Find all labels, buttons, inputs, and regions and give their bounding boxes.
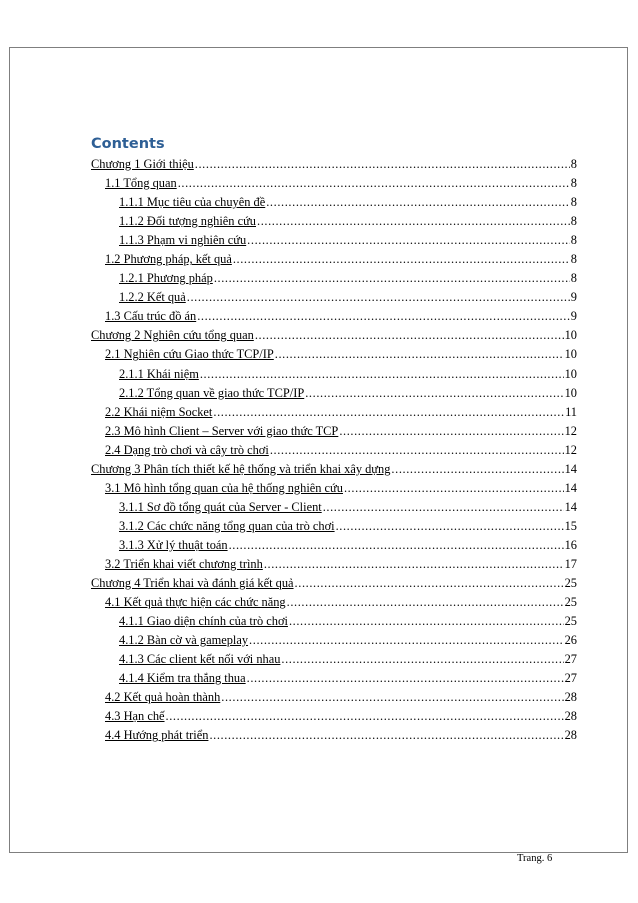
toc-dot-leader: [264, 555, 564, 574]
toc-entry-page: 16: [564, 537, 577, 552]
toc-dot-leader: [266, 193, 570, 212]
toc-entry-label: 2.1.2 Tổng quan về giao thức TCP/IP: [119, 385, 305, 400]
toc-entry-page: 10: [564, 385, 577, 400]
toc-dot-leader: [281, 650, 563, 669]
toc-entry[interactable]: [91, 384, 577, 403]
toc-entry[interactable]: [91, 460, 577, 479]
toc-dot-leader: [344, 479, 564, 498]
toc-dot-leader: [391, 460, 563, 479]
toc-entry[interactable]: [91, 441, 577, 460]
toc-entry[interactable]: [91, 631, 577, 650]
toc-entry-page: 8: [570, 271, 577, 286]
toc-entry-label: 1.1.2 Đối tượng nghiên cứu: [119, 214, 256, 229]
toc-entry-label: 4.1.1 Giao diện chính của trò chơi: [119, 614, 288, 629]
toc-entry-label: 3.1.2 Các chức năng tổng quan của trò chơi: [119, 518, 335, 533]
toc-entry-label: 2.2 Khái niệm Socket: [105, 404, 213, 419]
toc-dot-leader: [197, 307, 570, 326]
toc-entry-page: 25: [564, 576, 577, 591]
toc-entry[interactable]: [91, 269, 577, 288]
toc-entry-page: 27: [564, 652, 577, 667]
toc-entry-page: 9: [570, 309, 577, 324]
toc-entry[interactable]: [91, 669, 577, 688]
toc-entry-label: 1.1.3 Phạm vi nghiên cứu: [119, 233, 247, 248]
toc-entry[interactable]: [91, 193, 577, 212]
toc-entry[interactable]: [91, 593, 577, 612]
toc-dot-leader: [249, 631, 564, 650]
toc-dot-leader: [187, 288, 570, 307]
toc-entry-page: 28: [564, 690, 577, 705]
toc-dot-leader: [289, 612, 564, 631]
toc-entry-label: 3.1.1 Sơ đồ tổng quát của Server - Client: [119, 499, 322, 514]
toc-entry-label: 1.1 Tổng quan: [105, 176, 177, 191]
toc-entry[interactable]: [91, 365, 577, 384]
toc-entry-page: 8: [570, 252, 577, 267]
toc-entry-page: 12: [564, 442, 577, 457]
toc-entry-label: 4.4 Hướng phát triển: [105, 728, 209, 743]
toc-entry-page: 26: [564, 633, 577, 648]
toc-entry[interactable]: [91, 707, 577, 726]
toc-dot-leader: [214, 269, 570, 288]
toc-entry[interactable]: [91, 517, 577, 536]
toc-dot-leader: [200, 365, 564, 384]
toc-dot-leader: [213, 403, 564, 422]
toc-entry[interactable]: [91, 326, 577, 345]
toc-entry[interactable]: [91, 574, 577, 593]
toc-entry-page: 28: [564, 709, 577, 724]
toc-entry-label: 1.2.2 Kết quả: [119, 290, 186, 305]
toc-entry-page: 8: [570, 176, 577, 191]
toc-entry-page: 15: [564, 518, 577, 533]
toc-entry[interactable]: [91, 155, 577, 174]
toc-entry-label: Chương 3 Phân tích thiết kế hệ thống và triển khai xây dựng: [91, 461, 391, 476]
toc-entry-label: 1.1.1 Mục tiêu của chuyên đề: [119, 195, 266, 210]
toc-entry-label: 4.1.3 Các client kết nối với nhau: [119, 652, 281, 667]
toc-entry[interactable]: [91, 345, 577, 364]
toc-entry-page: 28: [564, 728, 577, 743]
toc-dot-leader: [270, 441, 564, 460]
toc-entry-page: 10: [564, 366, 577, 381]
toc-dot-leader: [275, 345, 564, 364]
toc-entry[interactable]: [91, 650, 577, 669]
toc-dot-leader: [255, 326, 564, 345]
toc-entry-label: 2.1.1 Khái niệm: [119, 366, 199, 381]
toc-entry[interactable]: [91, 174, 577, 193]
toc-entry-label: 4.1.2 Bàn cờ và gameplay: [119, 633, 249, 648]
toc-entry[interactable]: [91, 403, 577, 422]
toc-entry-label: 2.1 Nghiên cứu Giao thức TCP/IP: [105, 347, 274, 362]
toc-entry-label: 1.2 Phương pháp, kết quả: [105, 252, 232, 267]
toc-dot-leader: [323, 498, 564, 517]
toc-entry-label: Chương 4 Triển khai và đánh giá kết quả: [91, 576, 294, 591]
toc-dot-leader: [287, 593, 564, 612]
toc-entry-page: 14: [564, 461, 577, 476]
table-of-contents: [91, 155, 577, 745]
toc-dot-leader: [233, 250, 570, 269]
toc-dot-leader: [305, 384, 563, 403]
toc-entry[interactable]: [91, 688, 577, 707]
toc-entry[interactable]: [91, 726, 577, 745]
toc-dot-leader: [166, 707, 564, 726]
toc-entry[interactable]: [91, 307, 577, 326]
toc-dot-leader: [336, 517, 564, 536]
toc-dot-leader: [295, 574, 564, 593]
toc-entry-page: 8: [570, 157, 577, 171]
toc-dot-leader: [247, 669, 564, 688]
toc-entry-label: 1.3 Cấu trúc đồ án: [105, 309, 197, 324]
toc-entry[interactable]: [91, 612, 577, 631]
toc-entry-page: 27: [564, 671, 577, 686]
toc-entry-page: 25: [564, 595, 577, 610]
toc-entry[interactable]: [91, 479, 577, 498]
toc-entry[interactable]: [91, 231, 577, 250]
toc-entry-label: 2.3 Mô hình Client – Server với giao thức TCP: [105, 423, 339, 438]
toc-entry-page: 25: [564, 614, 577, 629]
toc-dot-leader: [257, 212, 570, 231]
toc-entry[interactable]: [91, 422, 577, 441]
toc-entry[interactable]: [91, 288, 577, 307]
toc-entry-label: 4.3 Hạn chế: [105, 709, 165, 724]
toc-entry-label: 4.2 Kết quả hoàn thành: [105, 690, 221, 705]
toc-entry-label: Chương 2 Nghiên cứu tổng quan: [91, 328, 254, 343]
toc-entry-page: 14: [564, 499, 577, 514]
toc-entry-page: 10: [564, 347, 577, 362]
toc-entry-label: 4.1 Kết quả thực hiện các chức năng: [105, 595, 286, 610]
toc-entry-page: 8: [570, 195, 577, 210]
toc-entry-page: 11: [565, 404, 577, 419]
toc-entry-page: 17: [564, 556, 577, 571]
toc-entry-label: 4.1.4 Kiểm tra thắng thua: [119, 671, 246, 686]
toc-entry-label: 3.1 Mô hình tổng quan của hệ thống nghiên cứu: [105, 480, 343, 495]
toc-dot-leader: [195, 155, 570, 174]
toc-entry-label: 3.2 Triển khai viết chương trình: [105, 556, 263, 571]
toc-entry-label: 1.2.1 Phương pháp: [119, 271, 213, 286]
toc-entry-label: 2.4 Dạng trò chơi và cây trò chơi: [105, 442, 269, 457]
toc-dot-leader: [209, 726, 563, 745]
toc-dot-leader: [339, 422, 563, 441]
page-footer: Trang. 6: [517, 853, 553, 864]
toc-entry-label: 3.1.3 Xử lý thuật toán: [119, 537, 228, 552]
toc-entry-page: 9: [570, 290, 577, 305]
toc-dot-leader: [178, 174, 570, 193]
toc-entry[interactable]: [91, 555, 577, 574]
toc-dot-leader: [247, 231, 570, 250]
toc-dot-leader: [229, 536, 564, 555]
toc-entry[interactable]: [91, 498, 577, 517]
toc-entry-page: 12: [564, 423, 577, 438]
toc-entry[interactable]: [91, 536, 577, 555]
toc-entry-page: 10: [564, 328, 577, 343]
toc-entry[interactable]: [91, 212, 577, 231]
toc-entry-label: Chương 1 Giới thiệu: [91, 157, 194, 171]
toc-entry[interactable]: [91, 250, 577, 269]
toc-entry-page: 8: [570, 233, 577, 248]
toc-dot-leader: [221, 688, 563, 707]
toc-entry-page: 8: [570, 214, 577, 229]
toc-entry-page: 14: [564, 480, 577, 495]
toc-title: Contents: [91, 136, 165, 152]
